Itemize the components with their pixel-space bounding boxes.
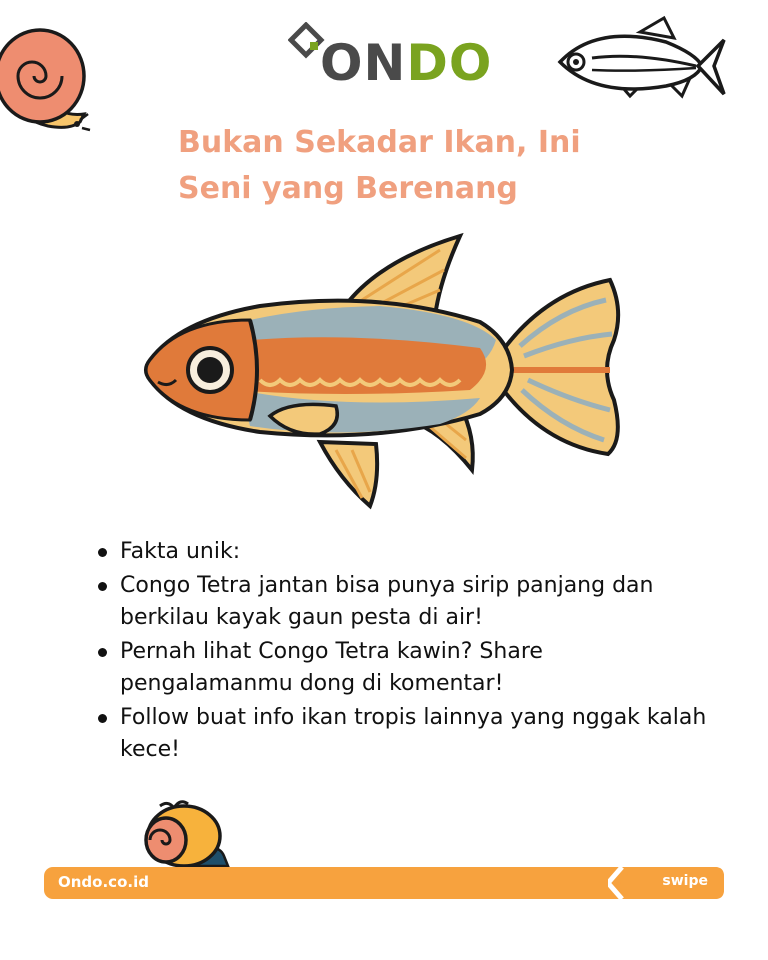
small-snail-icon — [144, 796, 230, 868]
fact-item: Follow buat info ikan tropis lainnya yang nggak kalah kece! — [96, 702, 716, 767]
swipe-label: swipe — [662, 873, 708, 889]
footer-bar — [44, 867, 724, 899]
ondo-logo — [288, 22, 493, 102]
fact-item: Congo Tetra jantan bisa punya sirip panjang dan berkilau kayak gaun pesta di air! — [96, 570, 716, 635]
headline — [178, 120, 638, 212]
neon-tetra-icon — [556, 10, 728, 106]
logo-wordmark-dark: ON — [320, 34, 407, 92]
logo-wordmark-green: DO — [406, 34, 493, 92]
fact-list — [96, 536, 716, 768]
congo-tetra-fish-illustration — [140, 230, 630, 515]
swipe-button[interactable] — [608, 867, 724, 899]
snail-icon — [0, 18, 95, 136]
logo-wordmark — [320, 34, 493, 92]
fact-item: Fakta unik: — [96, 536, 716, 569]
fact-item: Pernah lihat Congo Tetra kawin? Share pengalamanmu dong di komentar! — [96, 636, 716, 701]
headline-line-1: Bukan Sekadar Ikan, Ini — [178, 125, 581, 160]
headline-line-2: Seni yang Berenang — [178, 171, 518, 206]
footer-site-link[interactable]: Ondo.co.id — [58, 873, 149, 891]
